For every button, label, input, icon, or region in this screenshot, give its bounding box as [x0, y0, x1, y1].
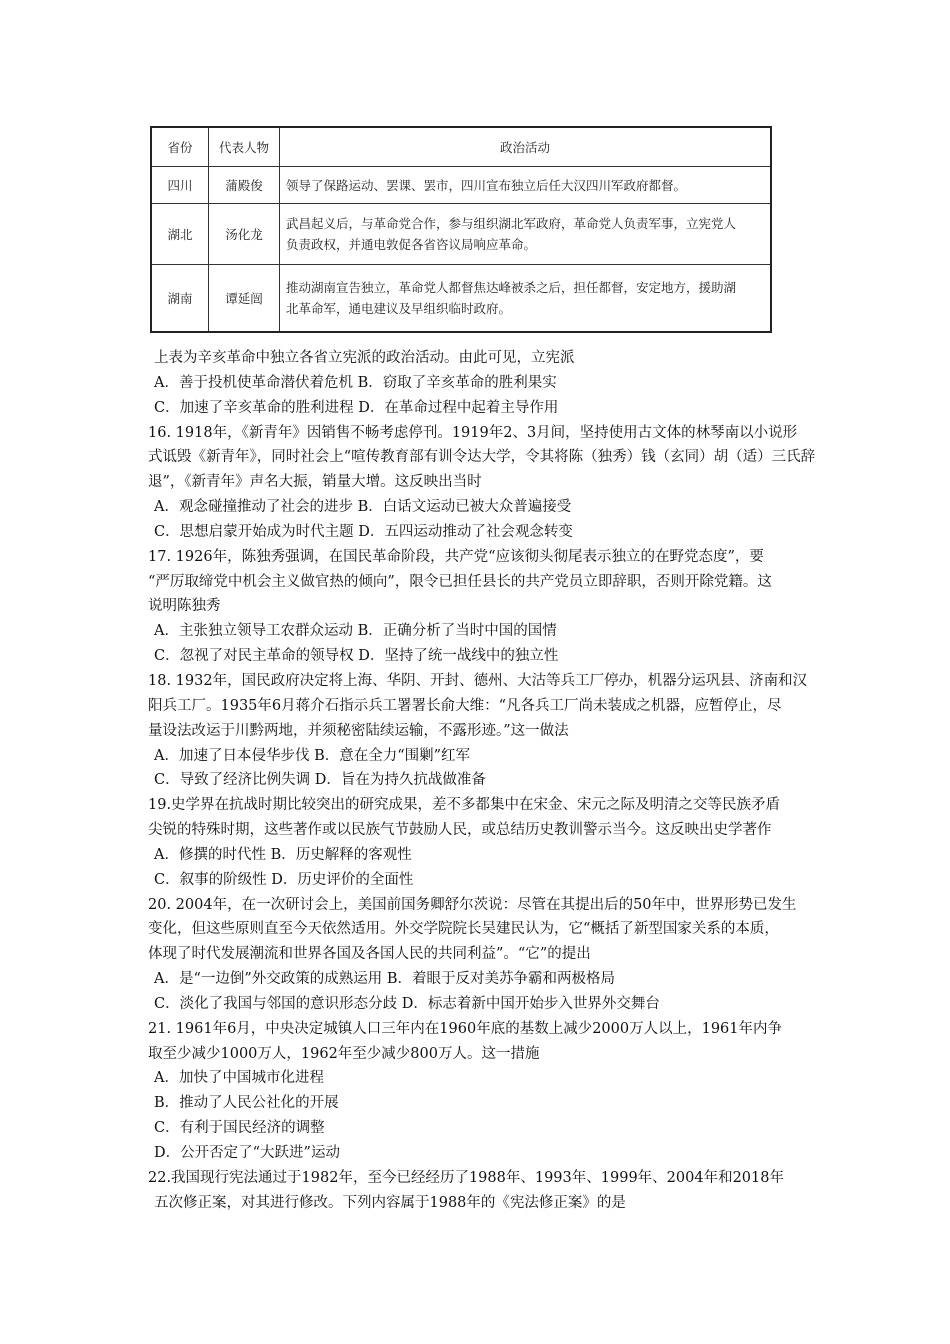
- text-line: 变化，但这些原则直至今天依然适用。外交学院院长吴建民认为，它“概括了新型国家关系的本质，: [148, 921, 779, 938]
- text-line: 16. 1918年，《新青年》因销售不畅考虑停刊。1919年2、3月间，坚持使用古文体的林琴南以小说形: [148, 424, 798, 441]
- text-line: “严厉取缔党中机会主义做官热的倾向”，限令已担任县长的共产党员立即辞职，否则开除党籍。这: [148, 573, 772, 590]
- text-line: 量设法改运于川黔两地，并须秘密陆续运输，不露形迹。”这一做法: [148, 722, 569, 739]
- text-line: C．叙事的阶级性 D．历史评价的全面性: [154, 871, 414, 888]
- text-line: 18. 1932年，国民政府决定将上海、华阴、开封、德州、大沽等兵工厂停办，机器分运巩县、济南和汉: [148, 672, 808, 689]
- text-line: 式诋毁《新青年》，同时社会上“喧传教育部有训令达大学，令其将陈（独秀）钱（玄同）胡（适）三氏辞: [148, 449, 816, 466]
- activity-line: 北革命军，通电建议及早组织临时政府。: [286, 301, 512, 316]
- text-line: A．主张独立领导工农群众运动 B．正确分析了当时中国的国情: [154, 623, 557, 640]
- table-cell-activity: 领导了保路运动、罢课、罢市，四川宣布独立后任大汉四川军政府都督。: [280, 167, 772, 204]
- text-line: A．是“一边倒”外交政策的成熟运用 B．着眼于反对美苏争霸和两极格局: [154, 971, 616, 988]
- text-line: 体现了时代发展潮流和世界各国及各国人民的共同利益”。“它”的提出: [148, 946, 591, 963]
- table-cell-person: 蒲殿俊: [209, 167, 280, 204]
- table-header-person: 代表人物: [209, 127, 280, 167]
- text-line: 20. 2004年，在一次研讨会上，美国前国务卿舒尔茨说：尽管在其提出后的50年中，世界形势已发生: [148, 896, 797, 913]
- table-cell-province: 四川: [151, 167, 209, 204]
- text-line: 17. 1926年，陈独秀强调，在国民革命阶段，共产党“应该彻头彻尾表示独立的在野党态度”，要: [148, 548, 764, 565]
- constitutionalist-table: [150, 126, 772, 333]
- text-line: 尖锐的特殊时期，这些著作或以民族气节鼓励人民，或总结历史教训警示当今。这反映出史学著作: [148, 822, 772, 839]
- table-cell-province: 湖南: [151, 265, 209, 333]
- text-line: 阳兵工厂。1935年6月蒋介石指示兵工署署长俞大维：“凡各兵工厂尚未装成之机器，应暂停止，尽: [148, 697, 782, 714]
- text-line: C．有利于国民经济的调整: [154, 1120, 325, 1137]
- text-line: C．忽视了对民主革命的领导权 D．坚持了统一战线中的独立性: [154, 648, 559, 665]
- activity-line: 武昌起义后，与革命党合作，参与组织湖北军政府，革命党人负责军事，立宪党人: [286, 216, 737, 231]
- text-line: A．善于投机使革命潜伏着危机 B．窃取了辛亥革命的胜利果实: [154, 374, 557, 391]
- text-line: 19.史学界在抗战时期比较突出的研究成果，差不多都集中在宋金、宋元之际及明清之交等民族矛盾: [148, 797, 781, 814]
- table-cell-activity: [280, 265, 772, 333]
- text-line: 上表为辛亥革命中独立各省立宪派的政治活动。由此可见，立宪派: [154, 350, 575, 366]
- table-row: [151, 204, 771, 265]
- table-header-activity: 政治活动: [280, 127, 772, 167]
- text-line: C．思想启蒙开始成为时代主题 D．五四运动推动了社会观念转变: [154, 523, 573, 540]
- table-cell-person: 谭延闿: [209, 265, 280, 333]
- table-row: [151, 265, 771, 333]
- table-cell-province: 湖北: [151, 204, 209, 265]
- text-line: 22.我国现行宪法通过于1982年，至今已经经历了1988年、1993年、1999年、2004年和2018年: [148, 1169, 784, 1186]
- text-line: C．加速了辛亥革命的胜利进程 D．在革命过程中起着主导作用: [154, 399, 559, 416]
- table-header-province: 省份: [151, 127, 209, 167]
- text-line: 21. 1961年6月，中央决定城镇人口三年内在1960年底的基数上减少2000万人以上，1961年内争: [148, 1020, 782, 1037]
- text-line: C．导致了经济比例失调 D．旨在为持久抗战做准备: [154, 772, 486, 789]
- question-text: [148, 346, 868, 1216]
- text-line: B．推动了人民公社化的开展: [154, 1095, 339, 1112]
- table-cell-activity: [280, 204, 772, 265]
- activity-line: 推动湖南宣告独立，革命党人都督焦达峰被杀之后，担任都督，安定地方，援助湖: [286, 280, 737, 295]
- text-line: C．淡化了我国与邻国的意识形态分歧 D．标志着新中国开始步入世界外交舞台: [154, 995, 660, 1012]
- table-header-row: [151, 127, 771, 167]
- text-line: 说明陈独秀: [148, 598, 221, 615]
- table-cell-person: 汤化龙: [209, 204, 280, 265]
- table-row: [151, 167, 771, 204]
- text-line: 取至少减少1000万人，1962年至少减少800万人。这一措施: [148, 1045, 540, 1062]
- text-line: A．修撰的时代性 B．历史解释的客观性: [154, 846, 412, 863]
- text-line: A．观念碰撞推动了社会的进步 B．白话文运动已被大众普遍接受: [154, 499, 572, 516]
- text-line: A．加速了日本侵华步伐 B．意在全力“围剿”红军: [154, 747, 471, 764]
- text-line: D．公开否定了“大跃进”运动: [154, 1145, 340, 1161]
- text-line: A．加快了中国城市化进程: [154, 1070, 324, 1087]
- text-line: 退”，《新青年》声名大振，销量大增。这反映出当时: [148, 474, 482, 491]
- activity-line: 负责政权，并通电敦促各省咨议局响应革命。: [286, 237, 537, 252]
- text-line: 五次修正案，对其进行修改。下列内容属于1988年的《宪法修正案》的是: [154, 1194, 626, 1211]
